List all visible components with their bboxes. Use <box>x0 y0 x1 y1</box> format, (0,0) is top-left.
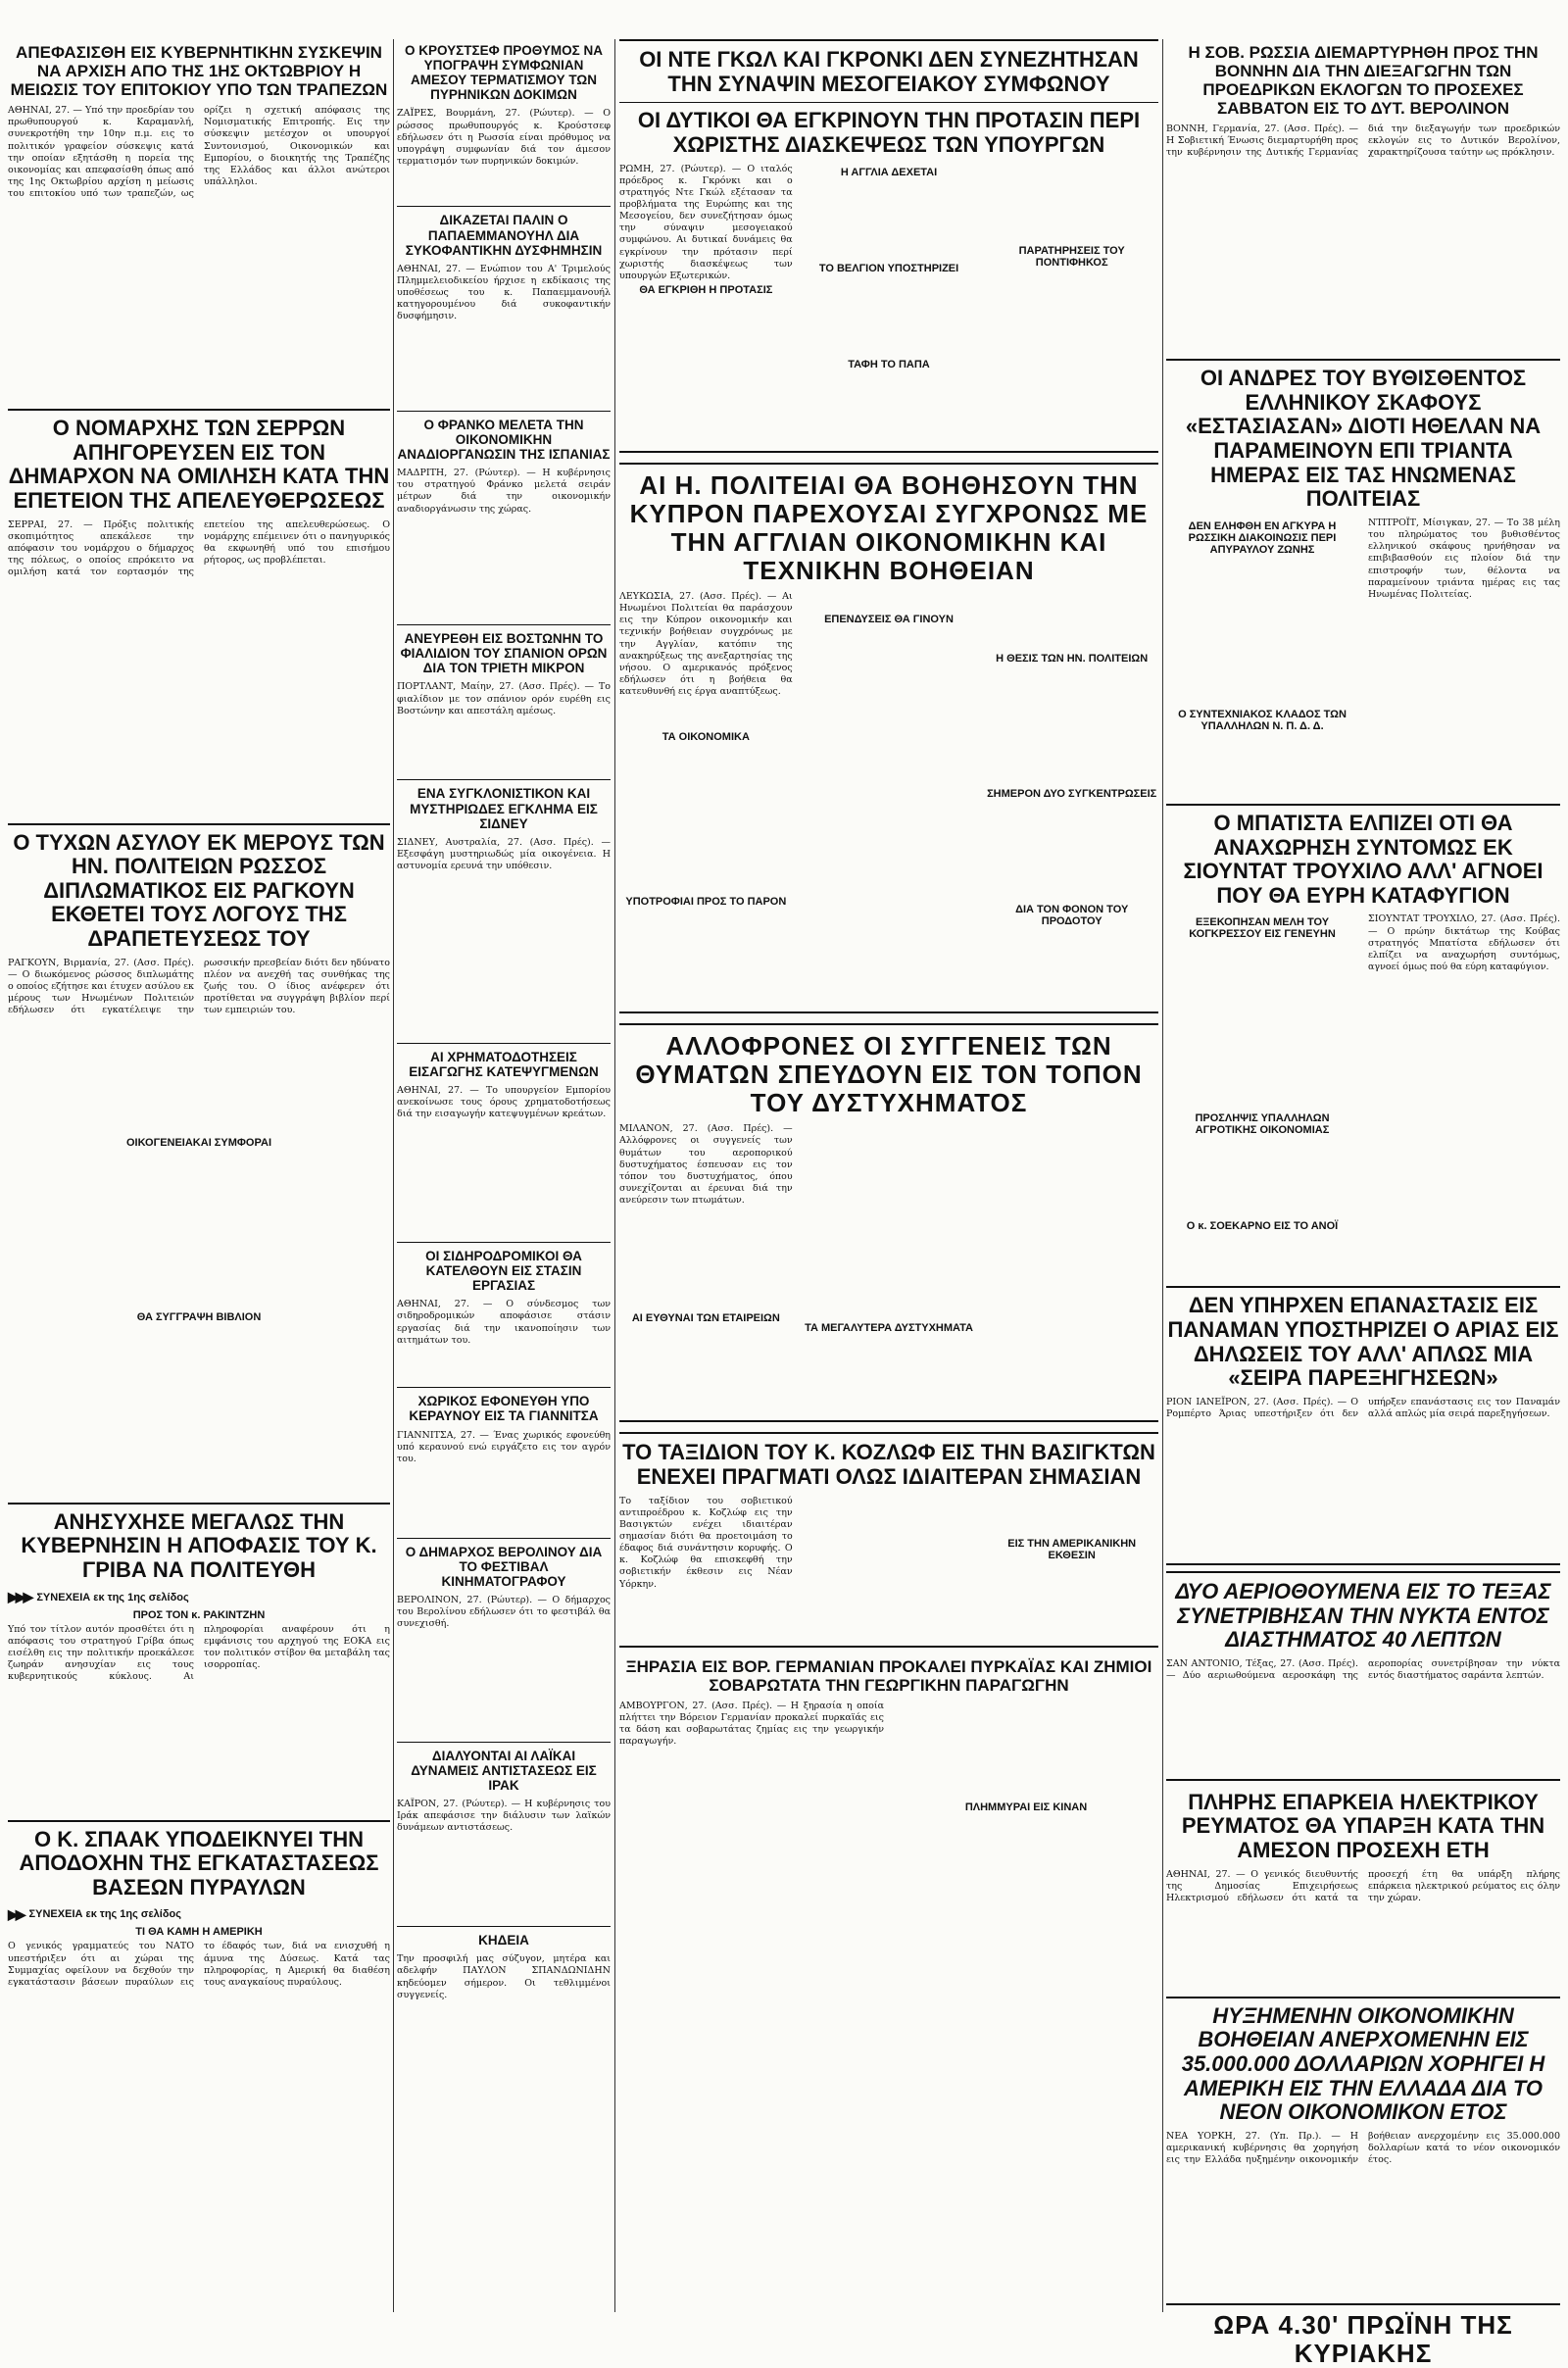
article-body: ΣΕΡΡΑΙ, 27. — Πρόξις πολιτικής σκοπιμότητος απεκάλεσε την απόφασιν του νομάρχου ο δήμαρχος της πόλεως, ο οποίος επρόκειτο να ομιλήση κατά τον εορτασμόν της επετείου της απελευθερώσεως. Ο νομάρχης επέμεινεν ότι ο πανηγυρικός θα εκφωνηθή υπό του επισήμου ρήτορος, ως προβλέπεται. <box>8 518 390 578</box>
article-grivas <box>8 1510 390 1810</box>
article-batista <box>1166 812 1560 1277</box>
headline: ΑΠΕΦΑΣΙΣΘΗ ΕΙΣ ΚΥΒΕΡΝΗΤΙΚΗΝ ΣΥΣΚΕΨΙΝ ΝΑ ΑΡΧΙΣΗ ΑΠΟ ΤΗΣ 1ΗΣ ΟΚΤΩΒΡΙΟΥ Η ΜΕΙΩΣΙΣ ΤΟΥ ΕΠΙΤΟΚΙΟΥ ΥΠΟ ΤΩΝ ΤΡΑΠΕΖΩΝ <box>10 43 388 100</box>
article-electric-power <box>1166 1791 1560 1987</box>
article-drought <box>619 1657 1158 1848</box>
subheading: ΘΑ ΕΓΚΡΙΘΗ Η ΠΡΟΤΑΣΙΣ <box>639 283 773 296</box>
subheading: ΣΗΜΕΡΟΝ ΔΥΟ ΣΥΓΚΕΝΤΡΩΣΕΙΣ <box>987 787 1157 800</box>
article-panama <box>1166 1294 1560 1554</box>
article-body: Το ταξίδιον του σοβιετικού αντιπροέδρου κ. Κοζλώφ εις την Βασιγκτών ενέχει ιδιαιτέραν σημασίαν διότι θα προετοιμάση το έδαφος διά συνάντησιν κορυφής. Ο κ. Κοζλώφ θα επισκεφθή την σοβιετικήν έκθεσιν εις Νέαν Υόρκην. <box>619 1495 793 1590</box>
article-body: ΑΘΗΝΑΙ, 27. — Ο γενικός διευθυντής της Δημοσίας Επιχειρήσεως Ηλεκτρισμού εδήλωσεν ότι κατά τα προσεχή έτη θα υπάρξη πλήρης επάρκεια ηλεκτρικού ρεύματος εις όλην την χώραν. <box>1166 1868 1560 1903</box>
subheading: ΤΑ ΜΕΓΑΛΥΤΕΡΑ ΔΥΣΤΥΧΗΜΑΤΑ <box>805 1322 973 1335</box>
subheading: ΕΞΕΚΟΠΗΣΑΝ ΜΕΛΗ ΤΟΥ ΚΟΓΚΡΕΣΣΟΥ ΕΙΣ ΓΕΝΕΥΗΝ <box>1189 916 1336 941</box>
article-body: ΒΟΝΝΗ, Γερμανία, 27. (Ασσ. Πρές). — Η Σοβιετική Ένωσις διεμαρτυρήθη προς την κυβέρνησιν της Δυτικής Γερμανίας διά την διεξαγωγήν των προεδρικών εκλογών εις το Δυτικόν Βερολίνον, χαρακτηρίζουσα ταύτην ως πρόκλησιν. <box>1166 123 1560 159</box>
article-interest-rate <box>8 43 390 399</box>
subheading: ΤΑΦΗ ΤΟ ΠΑΠΑ <box>848 358 930 370</box>
article-railway-strike <box>397 1249 611 1377</box>
article-body: ΣΙΔΝΕΥ, Αυστραλία, 27. (Ασσ. Πρές). — Εξεσφάγη μυστηριωδώς μία οικογένεια. Η αστυνομία ερευνά την υπόθεσιν. <box>397 836 611 872</box>
continuation-arrow-icon: ▶▶ <box>8 1905 24 1922</box>
column-2 <box>397 39 611 2312</box>
article-boston-serum <box>397 631 611 769</box>
article-kozlov <box>619 1432 1158 1647</box>
subheading: ΔΙΑ ΤΟΝ ΦΟΝΟΝ ΤΟΥ ΠΡΟΔΟΤΟΥ <box>1015 903 1129 927</box>
article-berlin-festival <box>397 1545 611 1732</box>
headline: ΑΙ ΧΡΗΜΑΤΟΔΟΤΗΣΕΙΣ ΕΙΣΑΓΩΓΗΣ ΚΑΤΕΨΥΓΜΕΝΩΝ <box>409 1049 599 1079</box>
article-body: ΑΜΒΟΥΡΓΟΝ, 27. (Ασσ. Πρές). — Η ξηρασία η οποία πλήττει την Βόρειον Γερμανίαν προκαλεί πυρκαϊάς εις τα δάση και σοβαρωτάτας ζημίας εις την γεωργικήν παραγωγήν. <box>619 1700 884 1748</box>
headline: Ο ΜΠΑΤΙΣΤΑ ΕΛΠΙΖΕΙ ΟΤΙ ΘΑ ΑΝΑΧΩΡΗΣΗ ΣΥΝΤΟΜΩΣ ΕΚ ΣΙΟΥΝΤΑΤ ΤΡΟΥΧΙΛΟ ΑΛΛ' ΑΓΝΟΕΙ ΠΟΥ ΘΑ ΕΥΡΗ ΚΑΤΑΦΥΓΙΟΝ <box>1183 810 1544 908</box>
headline: ΗΥΞΗΜΕΝΗΝ ΟΙΚΟΝΟΜΙΚΗΝ ΒΟΗΘΕΙΑΝ ΑΝΕΡΧΟΜΕΝΗΝ ΕΙΣ 35.000.000 ΔΟΛΛΑΡΙΩΝ ΧΟΡΗΓΕΙ Η ΑΜΕΡΙΚΗ ΕΙΣ ΤΗΝ ΕΛΛΑΔΑ ΔΙΑ ΤΟ ΝΕΟΝ ΟΙΚΟΝΟΜΙΚΟΝ ΕΤΟΣ <box>1181 2002 1545 2125</box>
headline: ΟΙ ΑΝΔΡΕΣ ΤΟΥ ΒΥΘΙΣΘΕΝΤΟΣ ΕΛΛΗΝΙΚΟΥ ΣΚΑΦΟΥΣ «ΕΣΤΑΣΙΑΣΑΝ» ΔΙΟΤΙ ΗΘΕΛΑΝ ΝΑ ΠΑΡΑΜΕΙΝΟΥΝ ΕΠΙ ΤΡΙΑΝΤΑ ΗΜΕΡΑΣ ΕΙΣ ΤΑΣ ΗΝΩΜΕΝΑΣ ΠΟΛΙΤΕΙΑΣ <box>1185 366 1542 512</box>
article-texas-jets <box>1166 1571 1560 1781</box>
article-body: ΣΑΝ ΑΝΤΟΝΙΟ, Τέξας, 27. (Ασσ. Πρές). — Δύο αεριωθούμενα αεροσκάφη της αεροπορίας συνετρίβησαν την νύκτα εντός διαστήματος σαράντα λεπτών. <box>1166 1657 1560 1681</box>
article-body: Υπό τον τίτλον αυτόν προσθέτει ότι η απόφασις του στρατηγού Γρίβα όπως εισέλθη εις την πολιτικήν προεκάλεσε ζωηράν ανησυχίαν εις τους κυβερνητικούς κύκλους. Αι πληροφορίαι αναφέρουν ότι η εμφάνισις του αρχηγού της ΕΟΚΑ εις τον πολιτικόν στίβον θα μεταβάλη τας ισορροπίας. <box>8 1623 390 1683</box>
column-rule <box>393 39 394 2312</box>
headline: ΔΙΑΛΥΟΝΤΑΙ ΑΙ ΛΑΪΚΑΙ ΔΥΝΑΜΕΙΣ ΑΝΤΙΣΤΑΣΕΩΣ ΕΙΣ ΙΡΑΚ <box>411 1748 597 1794</box>
headline: ΧΩΡΙΚΟΣ ΕΦΟΝΕΥΘΗ ΥΠΟ ΚΕΡΑΥΝΟΥ ΕΙΣ ΤΑ ΓΙΑΝΝΙΤΣΑ <box>409 1394 599 1424</box>
article-soviet-protest-bonn <box>1166 43 1560 349</box>
article-body: ΠΟΡΤΛΑΝΤ, Μαίην, 27. (Ασσ. Πρές). — Το φιαλίδιον με τον σπάνιον ορόν ευρέθη εις Βοστώνην και απεστάλη αμέσως. <box>397 681 611 716</box>
article-body: ΡΙΟΝ ΙΑΝΕΪΡΟΝ, 27. (Ασσ. Πρές). — Ο Ρομπέρτο Άριας υπεστήριξεν ότι δεν υπήρξεν επανάστασις εις τον Παναμάν αλλά απλώς μία σειρά παρεξηγήσεων. <box>1166 1396 1560 1420</box>
subheading: ΤΑ ΟΙΚΟΝΟΜΙΚΑ <box>662 730 750 743</box>
article-serres-mayor <box>8 417 390 814</box>
headline: ΟΙ ΣΙΔΗΡΟΔΡΟΜΙΚΟΙ ΘΑ ΚΑΤΕΛΘΟΥΝ ΕΙΣ ΣΤΑΣΙΝ ΕΡΓΑΣΙΑΣ <box>425 1248 582 1294</box>
article-body: Ο γενικός γραμματεύς του ΝΑΤΟ υπεστήριξεν ότι αι χώραι της Συμμαχίας οφείλουν να δεχθούν την εγκατάστασιν βάσεων πυραύλων εις το έδαφός των, διά να ενισχυθή η άμυνα της Δύσεως. Κατά τας πληροφορίας, η Αμερική θα διαθέση τους αναγκαίους πυραύλους. <box>8 1941 390 1988</box>
headline: ΔΙΚΑΖΕΤΑΙ ΠΑΛΙΝ Ο ΠΑΠΑΕΜΜΑΝΟΥΗΛ ΔΙΑ ΣΥΚΟΦΑΝΤΙΚΗΝ ΔΥΣΦΗΜΗΣΙΝ <box>405 213 603 258</box>
subheading: ΠΑΡΑΤΗΡΗΣΕΙΣ ΤΟΥ ΠΟΝΤΙΦΗΚΟΣ <box>1018 244 1125 269</box>
headline: ΟΙ ΝΤΕ ΓΚΩΛ ΚΑΙ ΓΚΡΟΝΚΙ ΔΕΝ ΣΥΝΕΖΗΤΗΣΑΝ ΤΗΝ ΣΥΝΑΨΙΝ ΜΕΣΟΓΕΙΑΚΟΥ ΣΥΜΦΩΝΟΥ <box>639 47 1139 96</box>
subheading: ΔΕΝ ΕΛΗΦΘΗ ΕΝ ΑΓΚΥΡΑ Η ΡΩΣΣΙΚΗ ΔΙΑΚΟΙΝΩΣΙΣ ΠΕΡΙ ΑΠΥΡΑΥΛΟΥ ΖΩΝΗΣ <box>1188 519 1337 556</box>
headline: ΠΛΗΡΗΣ ΕΠΑΡΚΕΙΑ ΗΛΕΚΤΡΙΚΟΥ ΡΕΥΜΑΤΟΣ ΘΑ ΥΠΑΡΞΗ ΚΑΤΑ ΤΗΝ ΑΜΕΣΟΝ ΠΡΟΣΕΧΗ ΕΤΗ <box>1181 1789 1545 1862</box>
article-body: ΛΕΥΚΩΣΙΑ, 27. (Ασσ. Πρές). — Αι Ηνωμένοι Πολιτείαι θα παράσχουν εις την Κύπρον οικονομικήν και τεχνικήν βοήθειαν συγχρόνως με την Αγγλίαν, κατόπιν της ανακηρύξεως της ανεξαρτησίας της νήσου. Ο αμερικανός πρόξενος εδήλωσεν ότι η βοήθεια θα κατευθυνθή εις έργα αναπτύξεως. <box>619 590 793 698</box>
headline-secondary: ΟΙ ΔΥΤΙΚΟΙ ΘΑ ΕΓΚΡΙΝΟΥΝ ΤΗΝ ΠΡΟΤΑΣΙΝ ΠΕΡΙ ΧΩΡΙΣΤΗΣ ΔΙΑΣΚΕΨΕΩΣ ΤΩΝ ΥΠΟΥΡΓΩΝ <box>637 108 1141 157</box>
headline: ΑΛΛΟΦΡΟΝΕΣ ΟΙ ΣΥΓΓΕΝΕΙΣ ΤΩΝ ΘΥΜΑΤΩΝ ΣΠΕΥΔΟΥΝ ΕΙΣ ΤΟΝ ΤΟΠΟΝ ΤΟΥ ΔΥΣΤΥΧΗΜΑΤΟΣ <box>635 1030 1143 1118</box>
article-body: ΑΘΗΝΑΙ, 27. — Το υπουργείον Εμπορίου ανεκοίνωσε τους όρους χρηματοδοτήσεως διά την εισαγωγήν κατεψυγμένων κρεάτων. <box>397 1084 611 1120</box>
column-rule <box>1162 39 1163 2312</box>
headline: Ο ΔΗΜΑΡΧΟΣ ΒΕΡΟΛΙΝΟΥ ΔΙΑ ΤΟ ΦΕΣΤΙΒΑΛ ΚΙΝΗΜΑΤΟΓΡΑΦΟΥ <box>405 1544 603 1589</box>
article-body: ΑΘΗΝΑΙ, 27. — Υπό την προεδρίαν του πρωθυπουργού κ. Καραμανλή, συνεκροτήθη την 10ην π.μ. εις το πολιτικόν γραφείον σύσκεψις κατά την οποίαν εξητάσθη η πορεία της οικονομίας και απεφασίσθη όπως από της 1ης Οκτωβρίου αρχίση η μείωσις του επιτοκίου υπό των τραπεζών, ως ορίζει η σχετική απόφασις της Νομισματικής Επιτροπής. Εις την σύσκεψιν μετέσχον οι υπουργοί Συντονισμού, Οικονομικών και Εμπορίου, ο διοικητής της Τραπέζης της Ελλάδος και άλλοι ανώτεροι υπάλληλοι. <box>8 105 390 200</box>
subheading: ΕΙΣ ΤΗΝ ΑΜΕΡΙΚΑΝΙΚΗΝ ΕΚΘΕΣΙΝ <box>1007 1537 1137 1561</box>
continuation-note: ΣΥΝΕΧΕΙΑ εκ της 1ης σελίδος <box>28 1908 181 1921</box>
continuation-arrow-icon: ▶▶▶ <box>8 1589 31 1605</box>
column-4 <box>1166 39 1560 2368</box>
headline: ΕΝΑ ΣΥΓΚΛΟΝΙΣΤΙΚΟΝ ΚΑΙ ΜΥΣΤΗΡΙΩΔΕΣ ΕΓΚΛΗΜΑ ΕΙΣ ΣΙΔΝΕΥ <box>410 786 598 831</box>
headline: ΔΥΟ ΑΕΡΙΟΘΟΥΜΕΝΑ ΕΙΣ ΤΟ ΤΕΞΑΣ ΣΥΝΕΤΡΙΒΗΣΑΝ ΤΗΝ ΝΥΚΤΑ ΕΝΤΟΣ ΔΙΑΣΤΗΜΑΤΟΣ 40 ΛΕΠΤΩΝ <box>1175 1578 1551 1653</box>
headline: Ο ΝΟΜΑΡΧΗΣ ΤΩΝ ΣΕΡΡΩΝ ΑΠΗΓΟΡΕΥΣΕΝ ΕΙΣ ΤΟΝ ΔΗΜΑΡΧΟΝ ΝΑ ΟΜΙΛΗΣΗ ΚΑΤΑ ΤΗΝ ΕΠΕΤΕΙΟΝ ΤΗΣ ΑΠΕΛΕΥΘΕΡΩΣΕΩΣ <box>8 416 390 513</box>
column-1 <box>8 39 390 2312</box>
article-us-aid-greece <box>1166 2004 1560 2368</box>
headline: Η ΣΟΒ. ΡΩΣΣΙΑ ΔΙΕΜΑΡΤΥΡΗΘΗ ΠΡΟΣ ΤΗΝ ΒΟΝΝΗΝ ΔΙΑ ΤΗΝ ΔΙΕΞΑΓΩΓΗΝ ΤΩΝ ΠΡΟΕΔΡΙΚΩΝ ΕΚΛΟΓΩΝ ΤΟ ΠΡΟΣΕΧΕΣ ΣΑΒΒΑΤΟΝ ΕΙΣ ΤΟ ΔΥΤ. ΒΕΡΟΛΙΝΟΝ <box>1188 43 1539 119</box>
article-cyprus-aid <box>619 463 1158 1013</box>
article-body: ΚΑΪΡΟΝ, 27. (Ρώυτερ). — Η κυβέρνησις του Ιράκ απεφάσισε την διάλυσιν των λαϊκών δυνάμεων αντιστάσεως. <box>397 1799 611 1834</box>
article-russian-diplomat <box>8 831 390 1493</box>
article-body: ΣΙΟΥΝΤΑΤ ΤΡΟΥΧΙΛΟ, 27. (Ασσ. Πρές). — Ο πρώην δικτάτωρ της Κούβας στρατηγός Μπατίστα εδήλωσεν ότι ελπίζει να αναχωρήση συντόμως, αγνοεί όμως πού θα εύρη καταφύγιον. <box>1368 913 1560 972</box>
headline: Ο Κ. ΣΠΑΑΚ ΥΠΟΔΕΙΚΝΥΕΙ ΤΗΝ ΑΠΟΔΟΧΗΝ ΤΗΣ ΕΓΚΑΤΑΣΤΑΣΕΩΣ ΒΑΣΕΩΝ ΠΥΡΑΥΛΩΝ <box>19 1826 379 1899</box>
article-body: ΑΘΗΝΑΙ, 27. — Ο σύνδεσμος των σιδηροδρομικών αποφάσισε στάσιν εργασίας διά την ικανοποίησιν των αιτημάτων του. <box>397 1299 611 1346</box>
subheading: ΠΡΟΣΛΗΨΙΣ ΥΠΑΛΛΗΛΩΝ ΑΓΡΟΤΙΚΗΣ ΟΙΚΟΝΟΜΙΑΣ <box>1195 1112 1330 1137</box>
article-greek-ship-crew <box>1166 367 1560 794</box>
headline: ΑΝΗΣΥΧΗΣΕ ΜΕΓΑΛΩΣ ΤΗΝ ΚΥΒΕΡΝΗΣΙΝ Η ΑΠΟΦΑΣΙΣ ΤΟΥ Κ. ΓΡΙΒΑ ΝΑ ΠΟΛΙΤΕΥΘΗ <box>21 1508 377 1582</box>
article-body: ΓΙΑΝΝΙΤΣΑ, 27. — Ένας χωρικός εφονεύθη υπό κεραυνού ενώ ειργάζετο εις τον αγρόν του. <box>397 1429 611 1464</box>
article-franco <box>397 418 611 615</box>
subheading: ΤΙ ΘΑ ΚΑΜΗ Η ΑΜΕΡΙΚΗ <box>135 1926 263 1939</box>
subheading: ΤΟ ΒΕΛΓΙΟΝ ΥΠΟΣΤΗΡΙΖΕΙ <box>818 262 959 274</box>
subheading: ΕΠΕΝΔΥΣΕΙΣ ΘΑ ΓΙΝΟΥΝ <box>824 613 954 625</box>
article-lightning <box>397 1394 611 1527</box>
headline: Ο ΦΡΑΝΚΟ ΜΕΛΕΤΑ ΤΗΝ ΟΙΚΟΝΟΜΙΚΗΝ ΑΝΑΔΙΟΡΓΑΝΩΣΙΝ ΤΗΣ ΙΣΠΑΝΙΑΣ <box>397 417 611 462</box>
article-frozen-imports <box>397 1050 611 1232</box>
headline: ΑΝΕΥΡΕΘΗ ΕΙΣ ΒΟΣΤΩΝΗΝ ΤΟ ΦΙΑΛΙΔΙΟΝ ΤΟΥ ΣΠΑΝΙΟΝ ΟΡΩΝ ΔΙΑ ΤΟΝ ΤΡΙΕΤΗ ΜΙΚΡΟΝ <box>400 631 608 676</box>
article-body: ΡΑΓΚΟΥΝ, Βιρμανία, 27. (Ασσ. Πρές). — Ο διωκόμενος ρώσσος διπλωμάτης ο οποίος εζήτησε και έτυχεν ασύλου εκ μέρους των Ηνωμένων Πολιτειών εδήλωσεν ότι εγκατέλειψε την ρωσσικήν πρεσβείαν διότι δεν ηδύνατο πλέον να ανεχθή τας συνθήκας της ζωής του. Ο ίδιος ανέφερεν ότι προτίθεται να συγγράψη βιβλίον περί των εμπειριών του. <box>8 957 390 1016</box>
article-funeral-notice <box>397 1933 611 2042</box>
subheading: ΘΑ ΣΥΓΓΡΑΨΗ ΒΙΒΛΙΟΝ <box>136 1310 262 1323</box>
article-iraq <box>397 1749 611 1916</box>
headline: Ο ΤΥΧΩΝ ΑΣΥΛΟΥ ΕΚ ΜΕΡΟΥΣ ΤΩΝ ΗΝ. ΠΟΛΙΤΕΙΩΝ ΡΩΣΣΟΣ ΔΙΠΛΩΜΑΤΙΚΟΣ ΕΙΣ ΡΑΓΚΟΥΝ ΕΚΘΕΤΕΙ ΤΟΥΣ ΛΟΓΟΥΣ ΤΗΣ ΔΡΑΠΕΤΕΥΣΕΩΣ ΤΟΥ <box>13 829 385 952</box>
article-spaak <box>8 1828 390 2236</box>
article-de-gaulle-gronchi <box>619 39 1158 453</box>
article-body: ΜΑΔΡΙΤΗ, 27. (Ρώυτερ). — Η κυβέρνησις του στρατηγού Φράνκο μελετά σειράν μέτρων διά την οικονομικήν αναδιοργάνωσιν της χώρας. <box>397 468 611 515</box>
article-papaemmanouil <box>397 213 611 400</box>
subheading: ΟΙΚΟΓΕΝΕΙΑΚΑΙ ΣΥΜΦΟΡΑΙ <box>125 1136 272 1149</box>
article-body: ΝΕΑ ΥΟΡΚΗ, 27. (Υπ. Πρ.). — Η αμερικανική κυβέρνησις θα χορηγήση εις την Ελλάδα ηυξημένην οικονομικήν βοήθειαν ανερχομένην εις 35.000.000 δολλαρίων κατά το νέον οικονομικόν έτος. <box>1166 2130 1560 2166</box>
article-body: Την προσφιλή μας σύζυγον, μητέρα και αδελφήν ΠΑΥΛΟΝ ΣΠΑΝΔΩΝΙΔΗΝ κηδεύομεν σήμερον. Οι τεθλιμμένοι συγγενείς. <box>397 1953 611 2000</box>
headline: ΤΟ ΤΑΞΙΔΙΟΝ ΤΟΥ Κ. ΚΟΖΛΩΦ ΕΙΣ ΤΗΝ ΒΑΣΙΓΚΤΩΝ ΕΝΕΧΕΙ ΠΡΑΓΜΑΤΙ ΟΛΩΣ ΙΔΙΑΙΤΕΡΑΝ ΣΗΜΑΣΙΑΝ <box>622 1440 1155 1489</box>
article-body: ΡΩΜΗ, 27. (Ρώυτερ). — Ο ιταλός πρόεδρος κ. Γκρόνκι και ο στρατηγός Ντε Γκώλ εξέτασαν τα προβλήματα της Ευρώπης και της Μεσογείου, δεν συνεζήτησαν όμως την σύναψιν μεσογειακού συμφώνου. Αι δυτικαί δυνάμεις θα εγκρίνουν την πρότασιν περί χωριστής διασκέψεως των υπουργών Εξωτερικών. <box>619 163 793 281</box>
subheading: Ο κ. ΣΟΕΚΑΡΝΟ ΕΙΣ ΤΟ ΑΝΟΪ <box>1186 1220 1339 1233</box>
subheading: Η ΑΓΓΛΙΑ ΔΕΧΕΤΑΙ <box>840 166 938 178</box>
article-body: ΑΘΗΝΑΙ, 27. — Ενώπιον του Α' Τριμελούς Πλημμελειοδικείου ήρχισε η εκδίκασις της υποθέσεως του κ. Παπαεμμανουήλ κατηγορουμένου διά συκοφαντικήν δυσφήμησιν. <box>397 263 611 322</box>
article-body: ΒΕΡΟΛΙΝΟΝ, 27. (Ρώυτερ). — Ο δήμαρχος του Βερολίνου εδήλωσεν ότι το φεστιβάλ θα συνεχισθή. <box>397 1594 611 1630</box>
article-body: ΖΑΪΡΕΣ, Βουρμάνη, 27. (Ρώυτερ). — Ο ρώσσος πρωθυπουργός κ. Κρούστσεφ εδήλωσεν ότι η Ρωσσία είναι πρόθυμος να υπογράψη συμφωνίαν διά τον άμεσον τερματισμόν των πυρηνικών δοκιμών. <box>397 108 611 168</box>
column-rule <box>614 39 615 2312</box>
subheading: ΠΡΟΣ ΤΟΝ κ. ΡΑΚΙΝΤΖΗΝ <box>132 1608 266 1621</box>
subheading: Η ΘΕΣΙΣ ΤΩΝ ΗΝ. ΠΟΛΙΤΕΙΩΝ <box>996 652 1149 665</box>
subheading: ΠΛΗΜΜΥΡΑΙ ΕΙΣ ΚΙΝΑΝ <box>964 1801 1088 1813</box>
article-khrushchev <box>397 43 611 196</box>
subheading: Ο ΣΥΝΤΕΧΝΙΑΚΟΣ ΚΛΑΔΟΣ ΤΩΝ ΥΠΑΛΛΗΛΩΝ Ν. Π. Δ. Δ. <box>1178 708 1347 732</box>
headline: ΑΙ Η. ΠΟΛΙΤΕΙΑΙ ΘΑ ΒΟΗΘΗΣΟΥΝ ΤΗΝ ΚΥΠΡΟΝ ΠΑΡΕΧΟΥΣΑΙ ΣΥΓΧΡΟΝΩΣ ΜΕ ΤΗΝ ΑΓΓΛΙΑΝ ΟΙΚΟΝΟΜΙΚΗΝ ΚΑΙ ΤΕΧΝΙΚΗΝ ΒΟΗΘΕΙΑΝ <box>629 469 1149 585</box>
headline: ΚΗΔΕΙΑ <box>478 1933 529 1949</box>
column-3 <box>619 39 1158 2312</box>
headline: ΔΕΝ ΥΠΗΡΧΕΝ ΕΠΑΝΑΣΤΑΣΙΣ ΕΙΣ ΠΑΝΑΜΑΝ ΥΠΟΣΤΗΡΙΖΕΙ Ο ΑΡΙΑΣ ΕΙΣ ΔΗΛΩΣΕΙΣ ΤΟΥ ΑΛΛ' ΑΠΛΩΣ ΜΙΑ «ΣΕΙΡΑ ΠΑΡΕΞΗΓΗΣΕΩΝ» <box>1167 1293 1559 1391</box>
subheading: ΥΠΟΤΡΟΦΙΑΙ ΠΡΟΣ ΤΟ ΠΑΡΟΝ <box>625 895 787 908</box>
headline: Ο ΚΡΟΥΣΤΣΕΦ ΠΡΟΘΥΜΟΣ ΝΑ ΥΠΟΓΡΑΨΗ ΣΥΜΦΩΝΙΑΝ ΑΜΕΣΟΥ ΤΕΡΜΑΤΙΣΜΟΥ ΤΩΝ ΠΥΡΗΝΙΚΩΝ ΔΟΚΙΜΩΝ <box>405 43 603 103</box>
article-body: ΜΙΛΑΝΟΝ, 27. (Ασσ. Πρές). — Αλλόφρονες οι συγγενείς των θυμάτων του αεροπορικού δυστυχήματος έσπευσαν εις τον τόπον του δυστυχήματος, όπου συνεχίζονται αι έρευναι διά την ανεύρεσιν των πτωμάτων. <box>619 1123 793 1207</box>
article-plane-crash-relatives <box>619 1023 1158 1422</box>
article-sydney-crime <box>397 786 611 1032</box>
subheading: ΑΙ ΕΥΘΥΝΑΙ ΤΩΝ ΕΤΑΙΡΕΙΩΝ <box>631 1312 780 1325</box>
headline-time: ΩΡΑ 4.30' ΠΡΩΪΝΗ ΤΗΣ ΚΥΡΙΑΚΗΣ <box>1213 2309 1513 2368</box>
article-body: ΝΤΙΤΡΟΪΤ, Μίσιγκαν, 27. — Το 38 μέλη του πληρώματος του βυθισθέντος ελληνικού σκάφους ηρνήθησαν να επιβιβασθούν εις πλοίον διά την επιστροφήν των, θέλοντα να παραμείνουν τριάντα ημέρας εις τας Ηνωμένας Πολιτείας. <box>1368 517 1560 600</box>
headline: ΞΗΡΑΣΙΑ ΕΙΣ ΒΟΡ. ΓΕΡΜΑΝΙΑΝ ΠΡΟΚΑΛΕΙ ΠΥΡΚΑΪΑΣ ΚΑΙ ΖΗΜΙΟΙ ΣΟΒΑΡΩΤΑΤΑ ΤΗΝ ΓΕΩΡΓΙΚΗΝ ΠΑΡΑΓΩΓΗΝ <box>625 1656 1152 1695</box>
continuation-note: ΣΥΝΕΧΕΙΑ εκ της 1ης σελίδος <box>36 1591 189 1603</box>
